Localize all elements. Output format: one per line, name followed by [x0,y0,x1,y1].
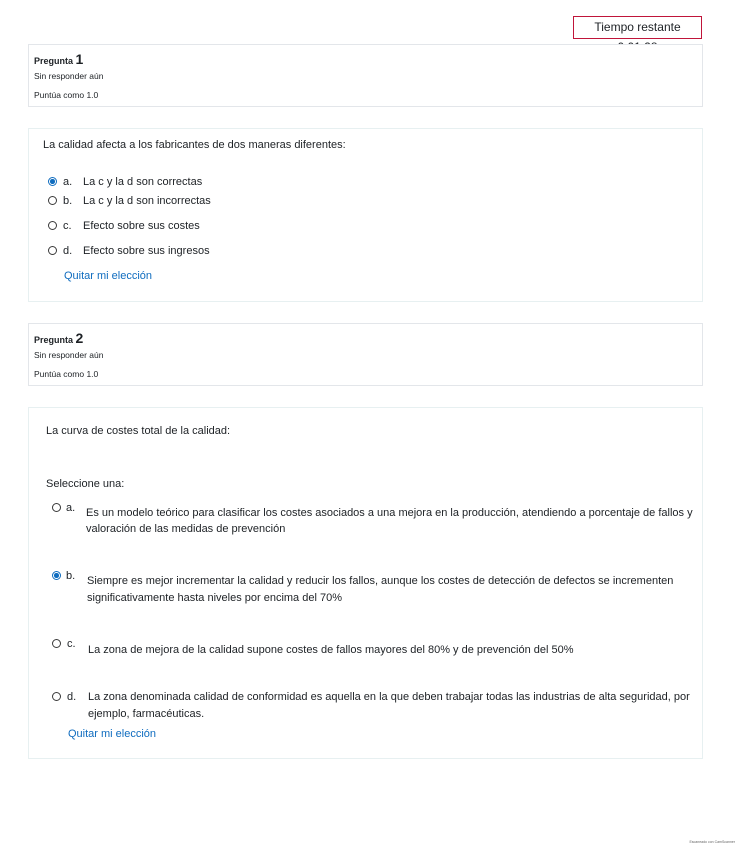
question-2-content [28,407,703,759]
option-text-line-2: valoración de las medidas de prevención [86,523,286,535]
option-letter: d. [63,245,73,257]
option-a[interactable] [29,174,429,190]
option-letter: c. [63,220,72,232]
radio-button[interactable] [48,196,57,205]
option-text: La c y la d son correctas [83,176,203,188]
option-letter: a. [66,502,76,514]
option-text-line-2: ejemplo, farmacéuticas. [88,708,205,720]
radio-button[interactable] [52,639,61,648]
option-letter: b. [63,195,73,207]
option-d[interactable] [29,689,701,723]
option-letter: c. [67,638,76,650]
question-score: Puntúa como 1.0 [34,90,99,100]
scanner-watermark: Escaneado con CamScanner [689,840,735,844]
question-2-info [28,323,703,386]
radio-button-selected[interactable] [52,571,61,580]
question-1-info [28,44,703,107]
radio-button[interactable] [48,246,57,255]
option-text: Efecto sobre sus ingresos [83,245,210,257]
question-1-content [28,128,703,302]
radio-button[interactable] [48,221,57,230]
question-label: Pregunta [34,335,74,345]
option-b[interactable] [29,568,701,606]
option-b[interactable] [29,193,429,209]
option-a[interactable] [29,500,701,536]
question-text: La calidad afecta a los fabricantes de dos maneras diferentes: [43,139,346,151]
question-status: Sin responder aún [34,350,104,360]
radio-button[interactable] [52,503,61,512]
question-number-value: 2 [75,330,84,346]
question-number [34,330,697,346]
clear-choice-link[interactable]: Quitar mi elección [68,728,157,740]
radio-button[interactable] [52,692,61,701]
option-letter: b. [66,570,76,582]
option-letter: a. [63,176,73,188]
question-label: Pregunta [34,56,74,66]
option-text-line-1: Es un modelo teórico para clasificar los costes asociados a una mejora en la producción, atendiendo a porcentaje de fallos y [86,507,693,519]
option-text-line-2: significativamente hasta niveles por encima del 70% [87,592,342,604]
question-text: La curva de costes total de la calidad: [46,425,231,437]
option-c[interactable] [29,218,429,234]
option-text-line-1: La zona de mejora de la calidad supone costes de fallos mayores del 80% y de prevención del 50% [88,644,574,656]
option-letter: d. [67,691,77,703]
option-c[interactable] [29,637,701,659]
time-remaining: Tiempo restante [573,16,702,39]
clear-choice-link[interactable]: Quitar mi elección [64,270,153,282]
option-text-line-1: Siempre es mejor incrementar la calidad y reducir los fallos, aunque los costes de detección de defectos se incrementen [87,575,674,587]
select-one-prompt: Seleccione una: [46,478,125,490]
question-number-value: 1 [75,51,84,67]
question-score: Puntúa como 1.0 [34,369,99,379]
radio-button-selected[interactable] [48,177,57,186]
question-status: Sin responder aún [34,71,104,81]
option-text: Efecto sobre sus costes [83,220,200,232]
option-d[interactable] [29,243,429,259]
option-text: La c y la d son incorrectas [83,195,211,207]
question-number [34,51,697,67]
option-text-line-1: La zona denominada calidad de conformidad es aquella en la que deben trabajar todas las industrias de alta seguridad, por [88,691,690,703]
